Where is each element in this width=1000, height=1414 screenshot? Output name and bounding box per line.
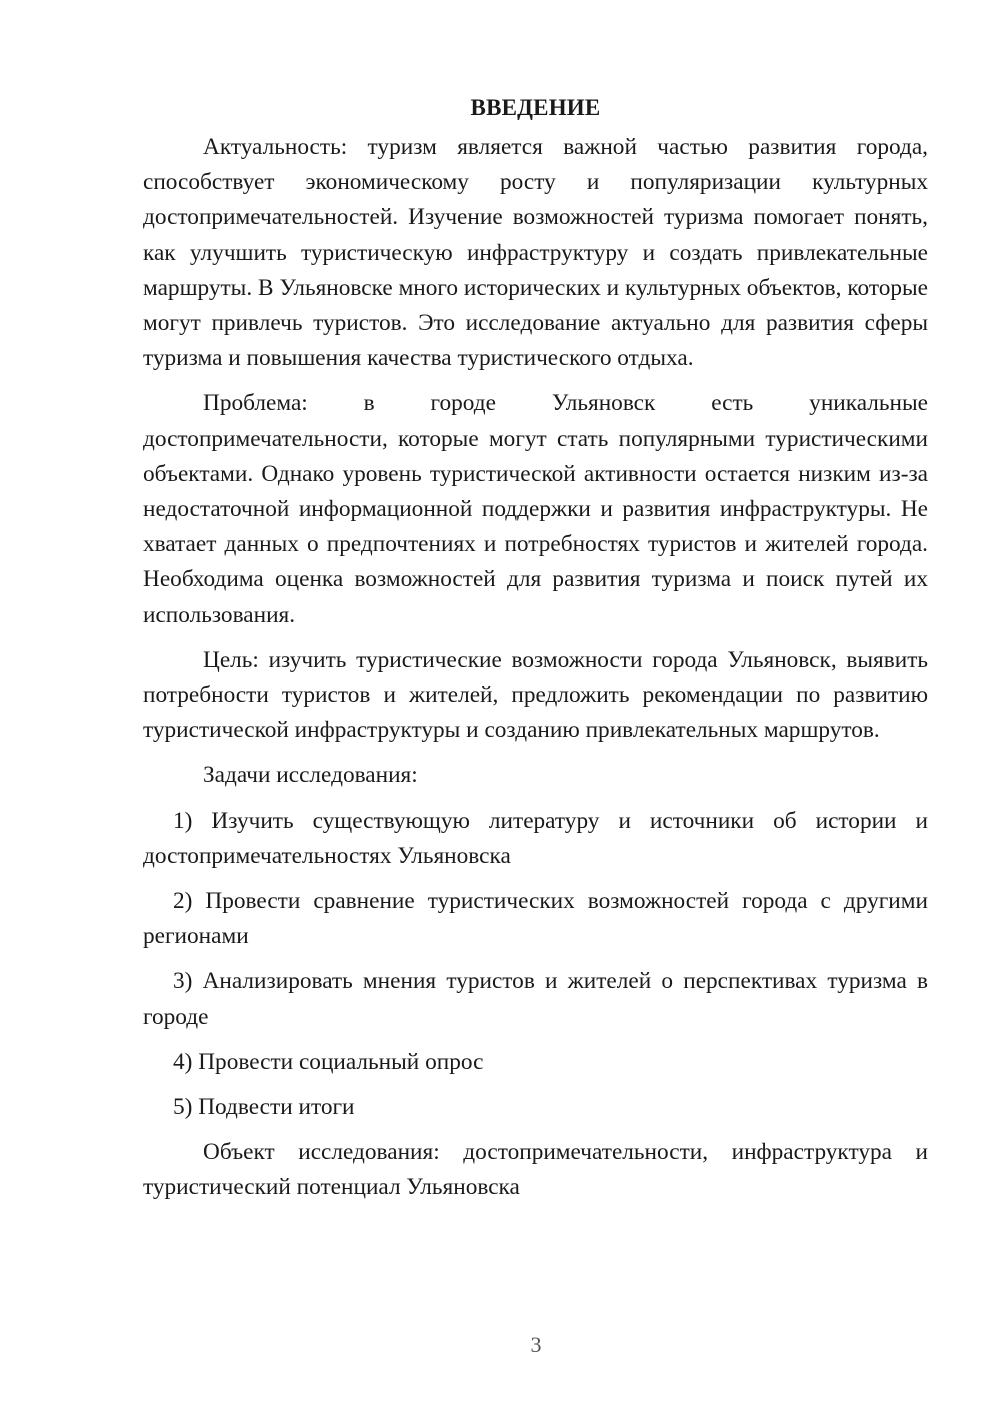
task-item: 1) Изучить существующую литературу и источники об истории и достопримечательностях Ульяновска <box>143 807 928 869</box>
task-item: 2) Провести сравнение туристических возможностей города с другими регионами <box>143 888 928 950</box>
page-number: 3 <box>530 1332 542 1357</box>
object-paragraph: Объект исследования: достопримечательности, инфраструктура и туристический потенциал Ульяновска <box>143 1139 928 1201</box>
task-item: 5) Подвести итоги <box>173 1094 355 1121</box>
page-body <box>143 90 928 1206</box>
tasks-title: Задачи исследования: <box>203 762 418 789</box>
task-item: 3) Анализировать мнения туристов и жителей о перспективах туризма в городе <box>143 968 928 1030</box>
section-heading: ВВЕДЕНИЕ <box>470 95 601 120</box>
problem-paragraph: Проблема: в городе Ульяновск есть уникальные достопримечательности, которые могут стать популярными туристическими объектами. Однако уровень туристической активности остается низким из-за недостаточной информационной поддержки и развития инфраструктуры. Не хватает данных о предпочтениях и потребностях туристов и жителей города. Необходима оценка возможностей для развития туризма и поиск путей их использования. <box>143 390 928 628</box>
task-item: 4) Провести социальный опрос <box>173 1048 484 1075</box>
goal-paragraph: Цель: изучить туристические возможности города Ульяновск, выявить потребности туристов и жителей, предложить рекомендации по развитию туристической инфраструктуры и созданию привлекательных маршрутов. <box>143 646 928 744</box>
relevance-paragraph: Актуальность: туризм является важной частью развития города, способствует экономическому росту и популяризации культурных достопримечательностей. Изучение возможностей туризма помогает понять, как улучшить туристическую инфраструктуру и создать привлекательные маршруты. В Ульяновске много исторических и культурных объектов, которые могут привлечь туристов. Это исследование актуально для развития сферы туризма и повышения качества туристического отдыха. <box>143 134 928 372</box>
